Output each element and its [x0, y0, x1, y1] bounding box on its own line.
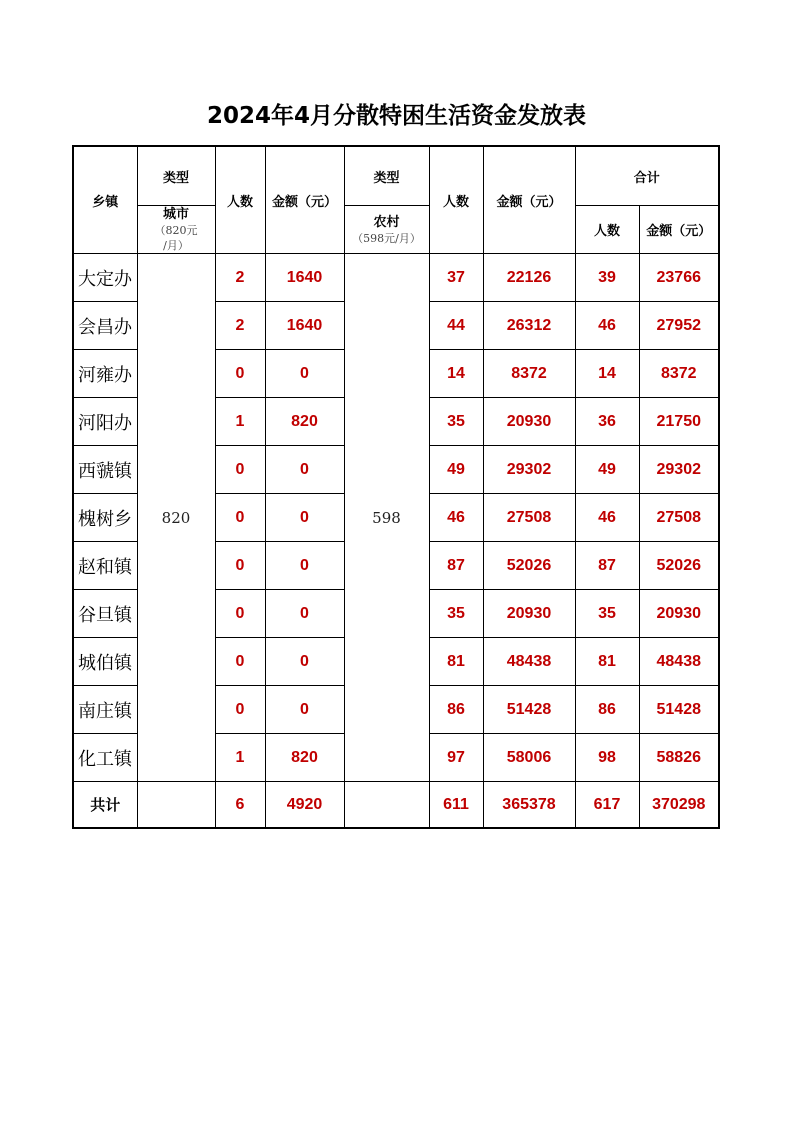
rural-amount: 27508	[483, 494, 575, 542]
rural-standard-value: 598	[344, 254, 429, 782]
rural-amount: 52026	[483, 542, 575, 590]
header-urban-amount: 金额（元）	[265, 146, 344, 254]
rural-amount: 29302	[483, 446, 575, 494]
urban-count: 0	[215, 590, 265, 638]
total-count: 39	[575, 254, 639, 302]
rural-amount: 20930	[483, 398, 575, 446]
totals-row	[73, 782, 719, 829]
urban-amount: 0	[265, 590, 344, 638]
header-town: 乡镇	[73, 146, 137, 254]
town-name: 城伯镇	[73, 638, 137, 686]
rural-count: 46	[429, 494, 483, 542]
urban-amount: 1640	[265, 302, 344, 350]
urban-amount: 0	[265, 350, 344, 398]
totals-rural-amount: 365378	[483, 782, 575, 829]
urban-count: 0	[215, 638, 265, 686]
rural-amount: 58006	[483, 734, 575, 782]
urban-amount: 820	[265, 398, 344, 446]
urban-count: 0	[215, 446, 265, 494]
town-name: 河阳办	[73, 398, 137, 446]
urban-amount: 0	[265, 638, 344, 686]
total-amount: 27952	[639, 302, 719, 350]
header-rural-category	[344, 206, 429, 254]
rural-count: 44	[429, 302, 483, 350]
total-count: 49	[575, 446, 639, 494]
rural-count: 86	[429, 686, 483, 734]
total-count: 46	[575, 302, 639, 350]
totals-rural-count: 611	[429, 782, 483, 829]
urban-label: 城市	[162, 207, 189, 222]
urban-count: 0	[215, 542, 265, 590]
header-type-urban: 类型	[137, 146, 215, 206]
header-total: 合计	[575, 146, 719, 206]
town-name: 化工镇	[73, 734, 137, 782]
totals-total-amount: 370298	[639, 782, 719, 829]
urban-amount: 1640	[265, 254, 344, 302]
total-amount: 23766	[639, 254, 719, 302]
totals-label: 共计	[73, 782, 137, 829]
total-amount: 27508	[639, 494, 719, 542]
urban-count: 0	[215, 686, 265, 734]
allowance-table	[72, 145, 720, 829]
urban-amount: 0	[265, 542, 344, 590]
urban-amount: 820	[265, 734, 344, 782]
total-count: 46	[575, 494, 639, 542]
totals-rural-standard-blank	[344, 782, 429, 829]
header-total-amount: 金额（元）	[639, 206, 719, 254]
town-name: 谷旦镇	[73, 590, 137, 638]
rural-amount: 20930	[483, 590, 575, 638]
rural-amount: 22126	[483, 254, 575, 302]
town-name: 赵和镇	[73, 542, 137, 590]
totals-urban-standard-blank	[137, 782, 215, 829]
rural-count: 14	[429, 350, 483, 398]
urban-count: 1	[215, 398, 265, 446]
total-amount: 21750	[639, 398, 719, 446]
town-name: 会昌办	[73, 302, 137, 350]
urban-standard-value: 820	[137, 254, 215, 782]
town-name: 槐树乡	[73, 494, 137, 542]
rural-standard: （598元/月）	[352, 231, 421, 245]
total-amount: 48438	[639, 638, 719, 686]
total-count: 98	[575, 734, 639, 782]
urban-count: 2	[215, 254, 265, 302]
rural-count: 35	[429, 590, 483, 638]
total-count: 35	[575, 590, 639, 638]
rural-amount: 48438	[483, 638, 575, 686]
table-row	[73, 254, 719, 302]
header-urban-count: 人数	[215, 146, 265, 254]
rural-count: 37	[429, 254, 483, 302]
urban-count: 2	[215, 302, 265, 350]
total-amount: 52026	[639, 542, 719, 590]
rural-count: 87	[429, 542, 483, 590]
total-count: 81	[575, 638, 639, 686]
page-title: 2024年4月分散特困生活资金发放表	[206, 103, 587, 129]
rural-amount: 51428	[483, 686, 575, 734]
total-count: 87	[575, 542, 639, 590]
town-name: 南庄镇	[73, 686, 137, 734]
header-rural-amount: 金额（元）	[483, 146, 575, 254]
rural-count: 97	[429, 734, 483, 782]
total-count: 86	[575, 686, 639, 734]
total-count: 36	[575, 398, 639, 446]
rural-count: 49	[429, 446, 483, 494]
totals-urban-amount: 4920	[265, 782, 344, 829]
urban-count: 0	[215, 350, 265, 398]
rural-label: 农村	[373, 214, 400, 230]
town-name: 河雍办	[73, 350, 137, 398]
header-urban-category	[137, 206, 215, 254]
total-amount: 51428	[639, 686, 719, 734]
urban-count: 0	[215, 494, 265, 542]
rural-amount: 8372	[483, 350, 575, 398]
urban-standard-unit: /月）	[163, 239, 189, 252]
totals-total-count: 617	[575, 782, 639, 829]
total-amount: 58826	[639, 734, 719, 782]
total-amount: 29302	[639, 446, 719, 494]
header-total-count: 人数	[575, 206, 639, 254]
header-type-rural: 类型	[344, 146, 429, 206]
rural-amount: 26312	[483, 302, 575, 350]
urban-count: 1	[215, 734, 265, 782]
urban-amount: 0	[265, 446, 344, 494]
urban-amount: 0	[265, 686, 344, 734]
town-name: 大定办	[73, 254, 137, 302]
total-amount: 20930	[639, 590, 719, 638]
total-amount: 8372	[639, 350, 719, 398]
urban-amount: 0	[265, 494, 344, 542]
total-count: 14	[575, 350, 639, 398]
town-name: 西虢镇	[73, 446, 137, 494]
rural-count: 35	[429, 398, 483, 446]
rural-count: 81	[429, 638, 483, 686]
urban-standard: （820元	[154, 224, 198, 237]
header-rural-count: 人数	[429, 146, 483, 254]
totals-urban-count: 6	[215, 782, 265, 829]
